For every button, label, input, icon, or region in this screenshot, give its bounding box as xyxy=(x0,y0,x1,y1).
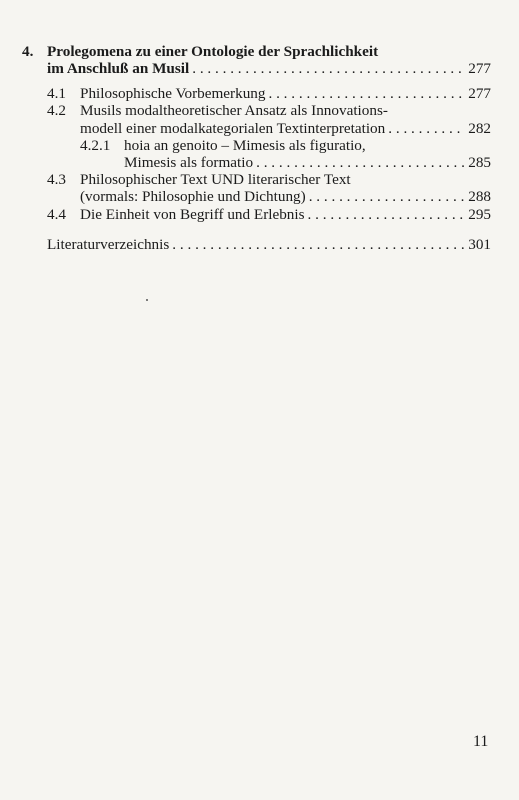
page-ref: 277 xyxy=(468,60,491,77)
dot-leader xyxy=(268,85,464,103)
page-ref: 277 xyxy=(468,85,491,102)
section-title: Philosophischer Text UND literarischer Text xyxy=(80,171,351,188)
section-title-line1 xyxy=(80,171,351,189)
chapter-title-text: Prolegomena zu einer Ontologie der Sprachlichkeit xyxy=(47,43,379,60)
subsection-number: 4.2.1 xyxy=(80,137,111,154)
chapter-title-line2: im Anschluß an Musil xyxy=(47,60,190,77)
toc-entry-bibliography xyxy=(47,236,491,254)
toc-entry-4-2-1 xyxy=(124,154,491,172)
section-number: 4.2 xyxy=(47,102,66,119)
section-title: Die Einheit von Begriff und Erlebnis xyxy=(80,206,305,223)
subsection-title-line2: Mimesis als formatio xyxy=(124,154,254,171)
page-ref: 295 xyxy=(468,206,491,223)
page-ref: 301 xyxy=(468,236,491,253)
toc-entry-chapter4 xyxy=(47,60,491,78)
section-title-line2: modell einer modalkategorialen Textinterpretation xyxy=(80,120,386,137)
dot-leader xyxy=(192,60,464,78)
chapter-number: 4. xyxy=(22,43,34,60)
section-number: 4.3 xyxy=(47,171,66,188)
page-ref: 285 xyxy=(468,154,491,171)
page-ref: 288 xyxy=(468,188,491,205)
dot-leader xyxy=(172,236,464,254)
chapter-title-line1 xyxy=(47,43,378,61)
section-title: Philosophische Vorbemerkung xyxy=(80,85,266,102)
section-title-line2: (vormals: Philosophie und Dichtung) xyxy=(80,188,306,205)
dot-leader xyxy=(388,120,464,138)
page-ref: 282 xyxy=(468,120,491,137)
section-number: 4.1 xyxy=(47,85,66,102)
toc-entry-4-3 xyxy=(80,188,491,206)
toc-entry-4-4 xyxy=(80,206,491,224)
dot-leader xyxy=(308,206,465,224)
dot-leader xyxy=(309,188,465,206)
subsection-title-line1 xyxy=(124,137,366,155)
dot-leader xyxy=(256,154,464,172)
section-title: Musils modaltheoretischer Ansatz als Innovations- xyxy=(80,102,388,119)
bibliography-title: Literaturverzeichnis xyxy=(47,236,170,253)
page-number: 11 xyxy=(473,733,489,750)
section-title-line1 xyxy=(80,102,388,120)
section-number: 4.4 xyxy=(47,206,66,223)
paper-speck xyxy=(146,299,148,301)
toc-entry-4-2 xyxy=(80,120,491,138)
toc-entry-4-1 xyxy=(80,85,491,103)
subsection-title: hoia an genoito – Mimesis als figuratio, xyxy=(124,137,366,154)
